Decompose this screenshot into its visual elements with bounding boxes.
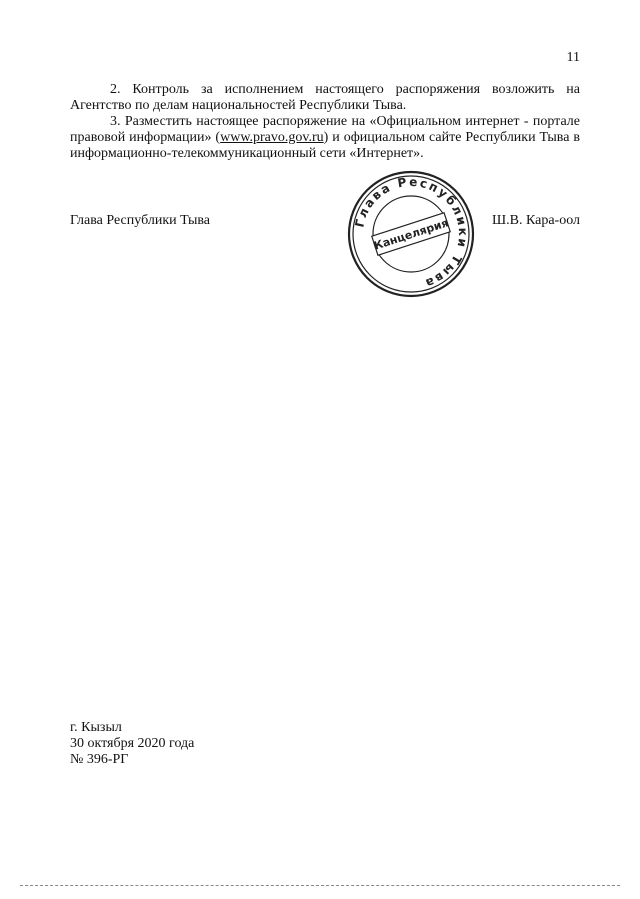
official-stamp [347, 170, 475, 298]
signatory-name: Ш.В. Кара-оол [491, 213, 580, 228]
paragraph-3 [70, 114, 580, 162]
paragraph-3-text-before: 3. Разместить настоящее распоряжение на «Официальном интернет - портале правовой информации» ( [70, 114, 580, 145]
city: г. Кызыл [70, 720, 122, 735]
paragraph-3-text-after: ) и официальном сайте Республики Тыва в информационно-телекоммуникационный сети «Интернет». [70, 130, 581, 161]
stamp-outer-text: Глава Республики Тыва [352, 174, 471, 292]
page-bottom-divider [20, 885, 620, 886]
document-number: № 396-РГ [70, 752, 129, 767]
paragraph-2: 2. Контроль за исполнением настоящего распоряжения возложить на Агентство по делам национальностей Республики Тыва. [70, 82, 580, 113]
document-body [70, 82, 580, 162]
stamp-inner-text: Канцелярия [372, 216, 450, 253]
document-date: 30 октября 2020 года [70, 736, 195, 751]
document-footer [70, 720, 194, 768]
pravo-link[interactable]: www.pravo.gov.ru [220, 130, 324, 145]
page-number: 11 [566, 50, 580, 65]
signatory-position: Глава Республики Тыва [70, 213, 211, 228]
